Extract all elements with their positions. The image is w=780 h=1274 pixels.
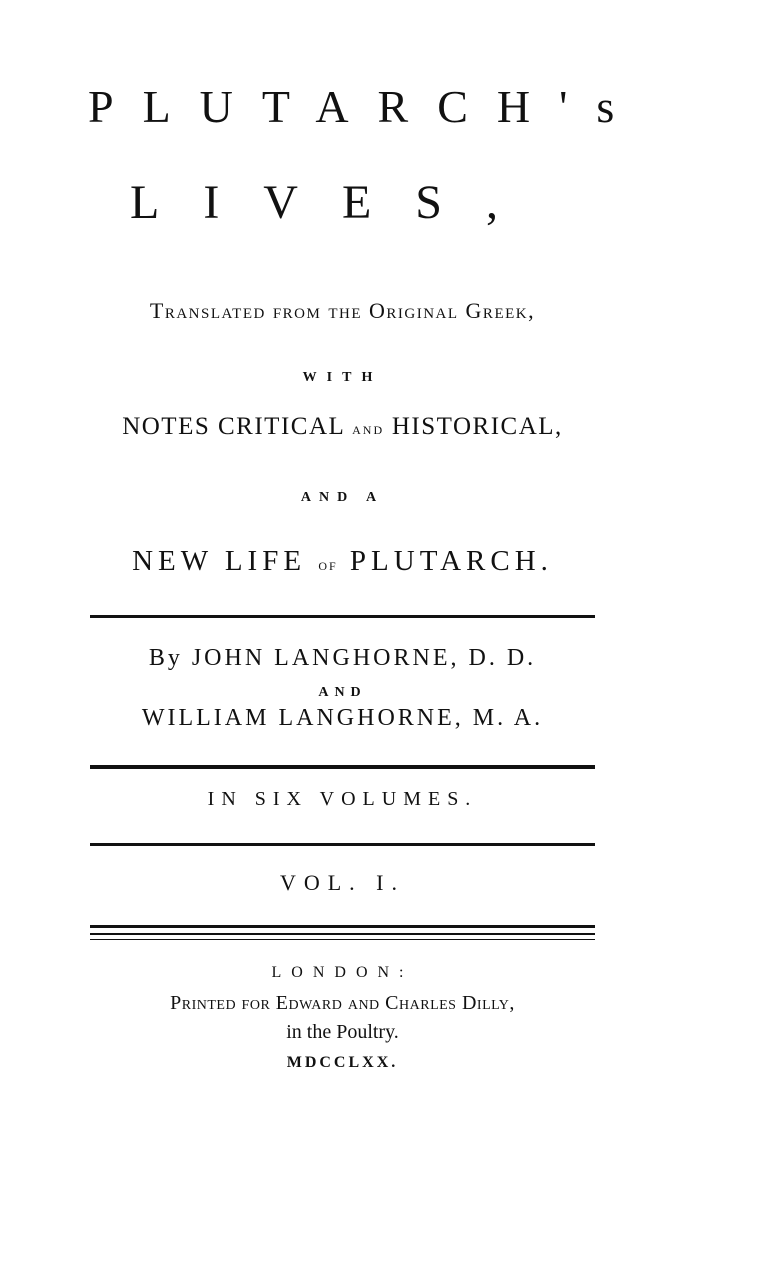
imprint-year: MDCCLXX. bbox=[286, 1054, 399, 1071]
divider-rule bbox=[90, 939, 595, 940]
volume-number: VOL. I. bbox=[279, 870, 406, 895]
life-of: OF bbox=[318, 559, 338, 573]
translated-line: Translated from the Original Greek, bbox=[149, 298, 536, 323]
author-john: By JOHN LANGHORNE, D. D. bbox=[148, 645, 537, 671]
author-william: WILLIAM LANGHORNE, M. A. bbox=[141, 705, 544, 731]
notes-text-a: NOTES CRITICAL bbox=[122, 413, 353, 440]
imprint-london: LONDON: bbox=[271, 964, 414, 981]
volumes-line: IN SIX VOLUMES. bbox=[207, 788, 478, 810]
title-lives: LIVES, bbox=[130, 176, 542, 229]
and-a-line: AND A bbox=[300, 490, 385, 505]
life-text-a: NEW LIFE bbox=[132, 545, 319, 577]
author-and: AND bbox=[318, 685, 367, 700]
new-life-line bbox=[90, 545, 595, 578]
notes-text-b: HISTORICAL, bbox=[384, 413, 563, 440]
imprint-poultry: in the Poultry. bbox=[286, 1021, 399, 1043]
divider-rule bbox=[90, 933, 595, 935]
title-plutarchs: PLUTARCH's bbox=[88, 81, 644, 132]
divider-rule bbox=[90, 615, 595, 618]
notes-and: AND bbox=[352, 423, 385, 437]
with-line: WITH bbox=[302, 370, 383, 385]
divider-rule bbox=[90, 765, 595, 769]
imprint-printed: Printed for Edward and Charles Dilly, bbox=[170, 992, 515, 1014]
divider-rule bbox=[90, 843, 595, 846]
life-text-b: PLUTARCH. bbox=[337, 545, 553, 577]
divider-rule bbox=[90, 925, 595, 928]
notes-line bbox=[90, 413, 595, 441]
